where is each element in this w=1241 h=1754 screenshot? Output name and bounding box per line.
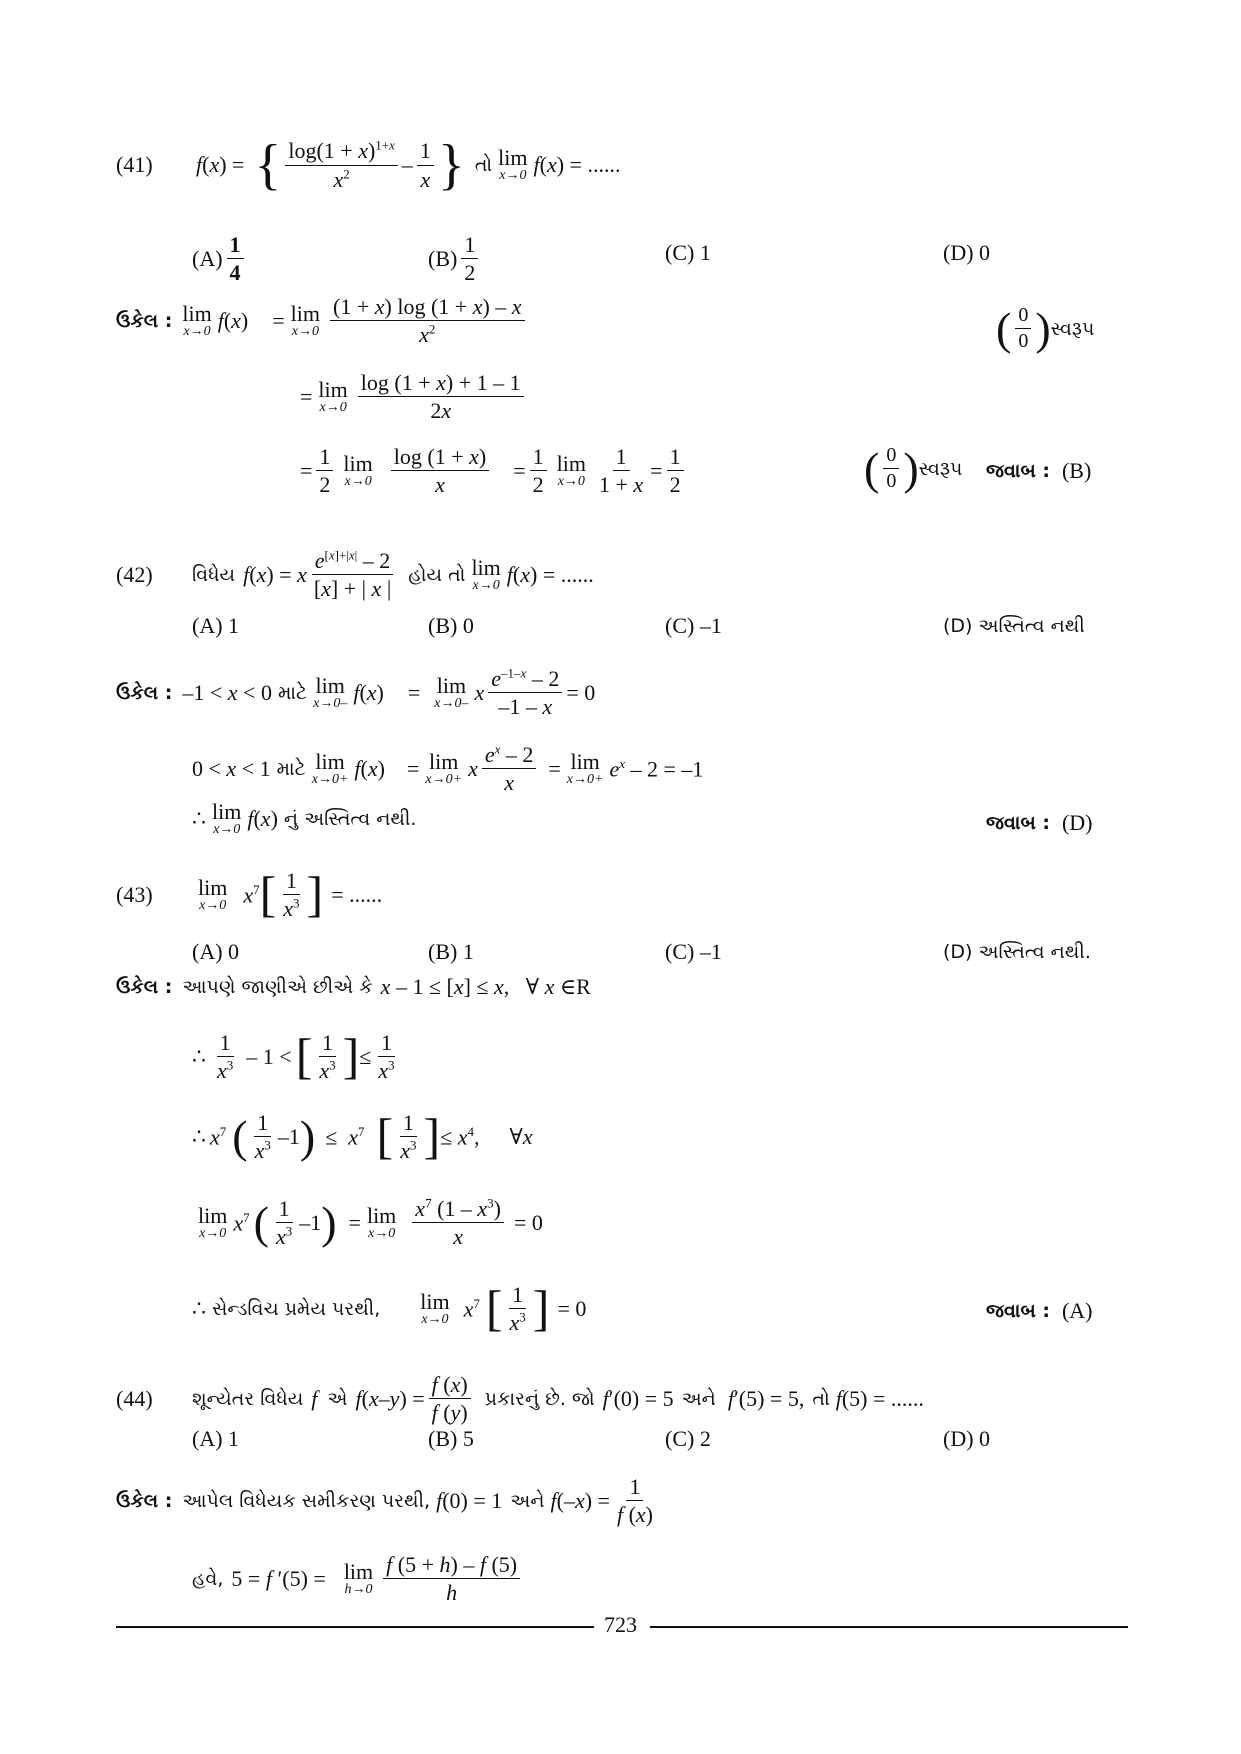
q42-option-b[interactable]: (B) 0 — [428, 613, 474, 638]
q41-solution-line3: = $\frac{1}{2}$ lim x→0 $\frac{\log (1 + x)}{x}$ = $\frac{1}{2}$ lim x→0 $\frac{1}{1 + x}$ = $\frac{1}{2}$ — [300, 444, 688, 498]
q41-solution-line2: = lim x→0 $\frac{\log (1 + x) + 1 - 1}{2x}$ — [300, 370, 528, 424]
q42-answer: જવાબ : (D) — [986, 810, 1093, 835]
footer-rule-right — [650, 1626, 1128, 1628]
q44-solution-line2: હવે, 5 = f ′(5) = lim h→0 $\frac{f (5 + h) - f (5)}{h}$ — [192, 1552, 524, 1606]
q43-option-c[interactable]: (C) –1 — [665, 939, 722, 964]
q41-option-c[interactable]: (C) 1 — [665, 240, 711, 265]
q42-solution-line2: 0 < x < 1 માટે lim x→0+ f(x) = lim x→0+ x $\frac{e^x - 2}{x}$ = lim x→0+ $e^x - 2 = -1$ — [192, 741, 704, 796]
q44-solution-line1: ઉકેલ : આપેલ વિધેયક સમીકરણ પરથી, f(0) = 1 અને f(–x) = $\frac{1}{f (x)}$ — [116, 1474, 653, 1528]
q43-stem: (43) lim x→0 $x^7$ [ $\frac{1}{x^3}$ ] = ...... — [116, 866, 383, 923]
q41-solution-line1: ઉકેલ : lim x→0 f(x) = lim x→0 $\frac{(1 + x) \log (1 + x) - x}{x^2}$ — [116, 294, 529, 348]
q43-option-a[interactable]: (A) 0 — [192, 939, 240, 964]
q42-solution-line3: ∴ lim x→0 f(x) નું અસ્તિત્વ નથી. — [192, 799, 417, 838]
q44-option-d[interactable]: (D) 0 — [943, 1426, 991, 1451]
q43-solution-line2: ∴ $\frac{1}{x^3}$ – 1 < [ $\frac{1}{x^3}$ ] ≤ $\frac{1}{x^3}$ — [192, 1028, 395, 1085]
q43-option-b[interactable]: (B) 1 — [428, 939, 474, 964]
footer-rule-left — [116, 1626, 594, 1628]
q41-stem: (41) f(x) = { $\frac{\log(1 + x)^{1+x}}{x^2}$ – $\frac{1}{x}$ } તો lim x→0 f(x) = ...... — [116, 133, 621, 196]
q42-option-c[interactable]: (C) –1 — [665, 613, 722, 638]
q43-solution-line1: ઉકેલ : આપણે જાણીએ છીએ કે x – 1 ≤ [x] ≤ x, ∀ x ∈R — [116, 974, 591, 999]
q43-solution-line5: ∴ સેન્ડવિચ પ્રમેય પરથી, lim x→0 $x^7$ [ $\frac{1}{x^3}$ ] = 0 — [192, 1280, 587, 1337]
q43-solution-line3: ∴ $x^7$ ( $\frac{1}{x^3}$ –1 ) ≤ $x^7$ [ $\frac{1}{x^3}$ ] ≤ $x^4$, ∀x — [192, 1108, 533, 1165]
q41-number: (41) — [116, 152, 153, 177]
q44-option-c[interactable]: (C) 2 — [665, 1426, 711, 1451]
q44-option-a[interactable]: (A) 1 — [192, 1426, 240, 1451]
q44-stem: (44) શૂન્યેતર વિધેય f એ f(x–y) = $\frac{f (x)}{f (y)}$ પ્રકારનું છે. જો f′(0) = 5 અને f′(5) = 5, તો f(5) = ...... — [116, 1372, 924, 1426]
page-number: 723 — [604, 1612, 637, 1637]
q41-answer: જવાબ : (B) — [986, 458, 1092, 483]
q41-form-note-1: ( $\frac{0}{0}$ ) સ્વરૂપ — [996, 302, 1095, 354]
q44-option-b[interactable]: (B) 5 — [428, 1426, 474, 1451]
q42-solution-line1: ઉકેલ : –1 < x < 0 માટે lim x→0– f(x) = lim x→0– x $\frac{e^{-1-x} - 2}{-1 - x}$ = 0 — [116, 665, 596, 720]
q41-option-a[interactable]: (A) $\frac{1}{4}$ — [192, 232, 248, 286]
q42-stem: (42) વિધેય f(x) = x $\frac{e^{[x]+|x|} - 2}{[x] + | x |}$ હોય તો lim x→0 f(x) = ...... — [116, 547, 594, 602]
q41-option-d[interactable]: (D) 0 — [943, 240, 991, 265]
q41-form-note-2: ( $\frac{0}{0}$ ) સ્વરૂપ — [864, 442, 963, 494]
q41-option-b[interactable]: (B) $\frac{1}{2}$ — [428, 232, 482, 286]
q43-answer: જવાબ : (A) — [986, 1298, 1093, 1323]
q43-option-d[interactable]: (D) અસ્તિત્વ નથી. — [943, 941, 1091, 963]
q42-option-d[interactable]: (D) અસ્તિત્વ નથી — [943, 615, 1085, 637]
q42-option-a[interactable]: (A) 1 — [192, 613, 240, 638]
q43-solution-line4: lim x→0 $x^7$ ( $\frac{1}{x^3}$ –1 ) = lim x→0 $\frac{x^7 (1 - x^3)}{x}$ = 0 — [198, 1195, 543, 1250]
